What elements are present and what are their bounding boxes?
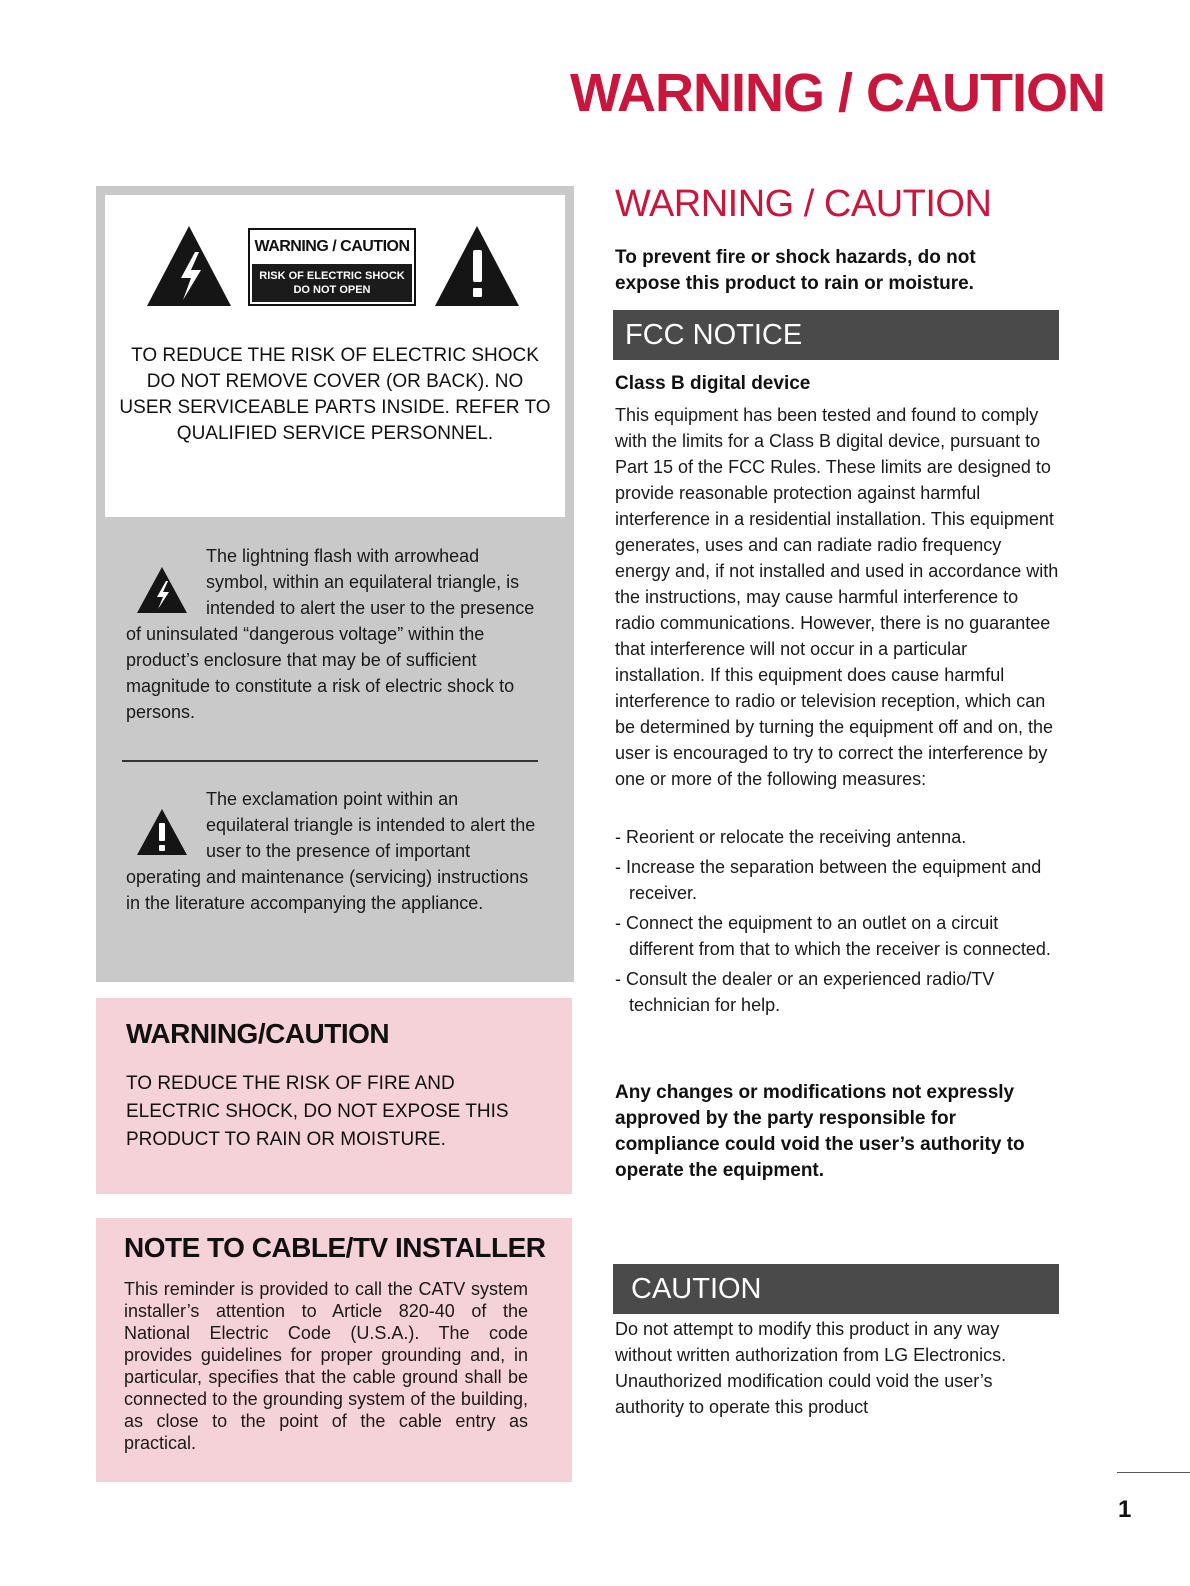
list-item: - Reorient or relocate the receiving antenna. [615,827,967,847]
cable-installer-text: This reminder is provided to call the CATV system installer’s attention to Article 820-40 of the National Electric Code (U.S.A.). The code provides guidelines for proper grounding and, in particular, specifies that the cable ground shall be connected to the grounding system of the building, as close to the point of the cable entry as practical. [124,1279,528,1453]
moisture-warning: To prevent fire or shock hazards, do not expose this product to rain or moisture. [615,247,976,294]
label-box-subtitle [252,264,412,302]
list-item: - Increase the separation between the equipment and receiver. [615,857,1042,903]
exclamation-explanation-text: The exclamation point within an equilateral triangle is intended to alert the user to the presence of important operating and maintenance (servicing) instructions in the literature accompanying the appliance. [126,789,536,913]
exclamation-explanation [126,786,536,916]
caution-bar: CAUTION [613,1264,1059,1314]
caution-text: Do not attempt to modify this product in any way without written authorization from LG Electronics. Unauthorized modification could void the user’s authority to operate this product [615,1319,1007,1417]
class-b-heading: Class B digital device [615,373,811,394]
label-open-line: DO NOT OPEN [293,284,371,296]
cable-installer-box [96,1218,572,1482]
list-item: - Connect the equipment to an outlet on a circuit different from that to which the receiver is connected. [615,913,1051,959]
warning-caution-heading: WARNING/CAUTION [126,1018,390,1049]
footer-rule [1117,1472,1190,1473]
warning-caution-text: TO REDUCE THE RISK OF FIRE AND ELECTRIC SHOCK, DO NOT EXPOSE THIS PRODUCT TO RAIN OR MOISTURE. [126,1073,509,1150]
list-item: - Consult the dealer or an experienced radio/TV technician for help. [615,969,995,1015]
symbols-divider [122,760,538,762]
section-title: WARNING / CAUTION [615,183,992,225]
measures-list [615,824,1060,1022]
modifications-note: Any changes or modifications not expressly approved by the party responsible for compliance could void the user’s authority to operate the equipment. [615,1082,1025,1181]
page-title: WARNING / CAUTION [570,63,1105,123]
cable-installer-heading: NOTE TO CABLE/TV INSTALLER [124,1232,546,1263]
shock-notice-text: TO REDUCE THE RISK OF ELECTRIC SHOCK DO NOT REMOVE COVER (OR BACK). NO USER SERVICEABLE PARTS INSIDE. REFER TO QUALIFIED SERVICE PERSONNEL. [119,345,551,444]
label-risk-line: RISK OF ELECTRIC SHOCK [259,270,405,282]
warning-labels-row [145,224,525,312]
lightning-explanation-text: The lightning flash with arrowhead symbol, within an equilateral triangle, is intended to alert the user to the presence of uninsulated “dangerous voltage” within the product’s enclosure that may be of sufficient magnitude to constitute a risk of electric shock to persons. [126,546,535,722]
lightning-triangle-icon [145,224,233,308]
exclamation-triangle-icon [433,224,521,308]
warning-caution-box [96,998,572,1194]
warning-label-box [248,228,416,306]
fcc-notice-bar: FCC NOTICE [613,310,1059,360]
fcc-body-text: This equipment has been tested and found to comply with the limits for a Class B digital device, pursuant to Part 15 of the FCC Rules. These limits are designed to provide reasonable protection against harmful interference in a residential installation. This equipment generates, uses and can radiate radio frequency energy and, if not installed and used in accordance with the instructions, may cause harmful interference to radio communications. However, there is no guarantee that interference will not occur in a particular installation. If this equipment does cause harmful interference to radio or television reception, which can be determined by turning the equipment off and on, the user is encouraged to try to correct the interference by one or more of the following measures: [615,405,1059,789]
lightning-explanation [126,543,536,725]
page-number: 1 [1118,1496,1132,1523]
label-box-title: WARNING / CAUTION [254,238,410,255]
